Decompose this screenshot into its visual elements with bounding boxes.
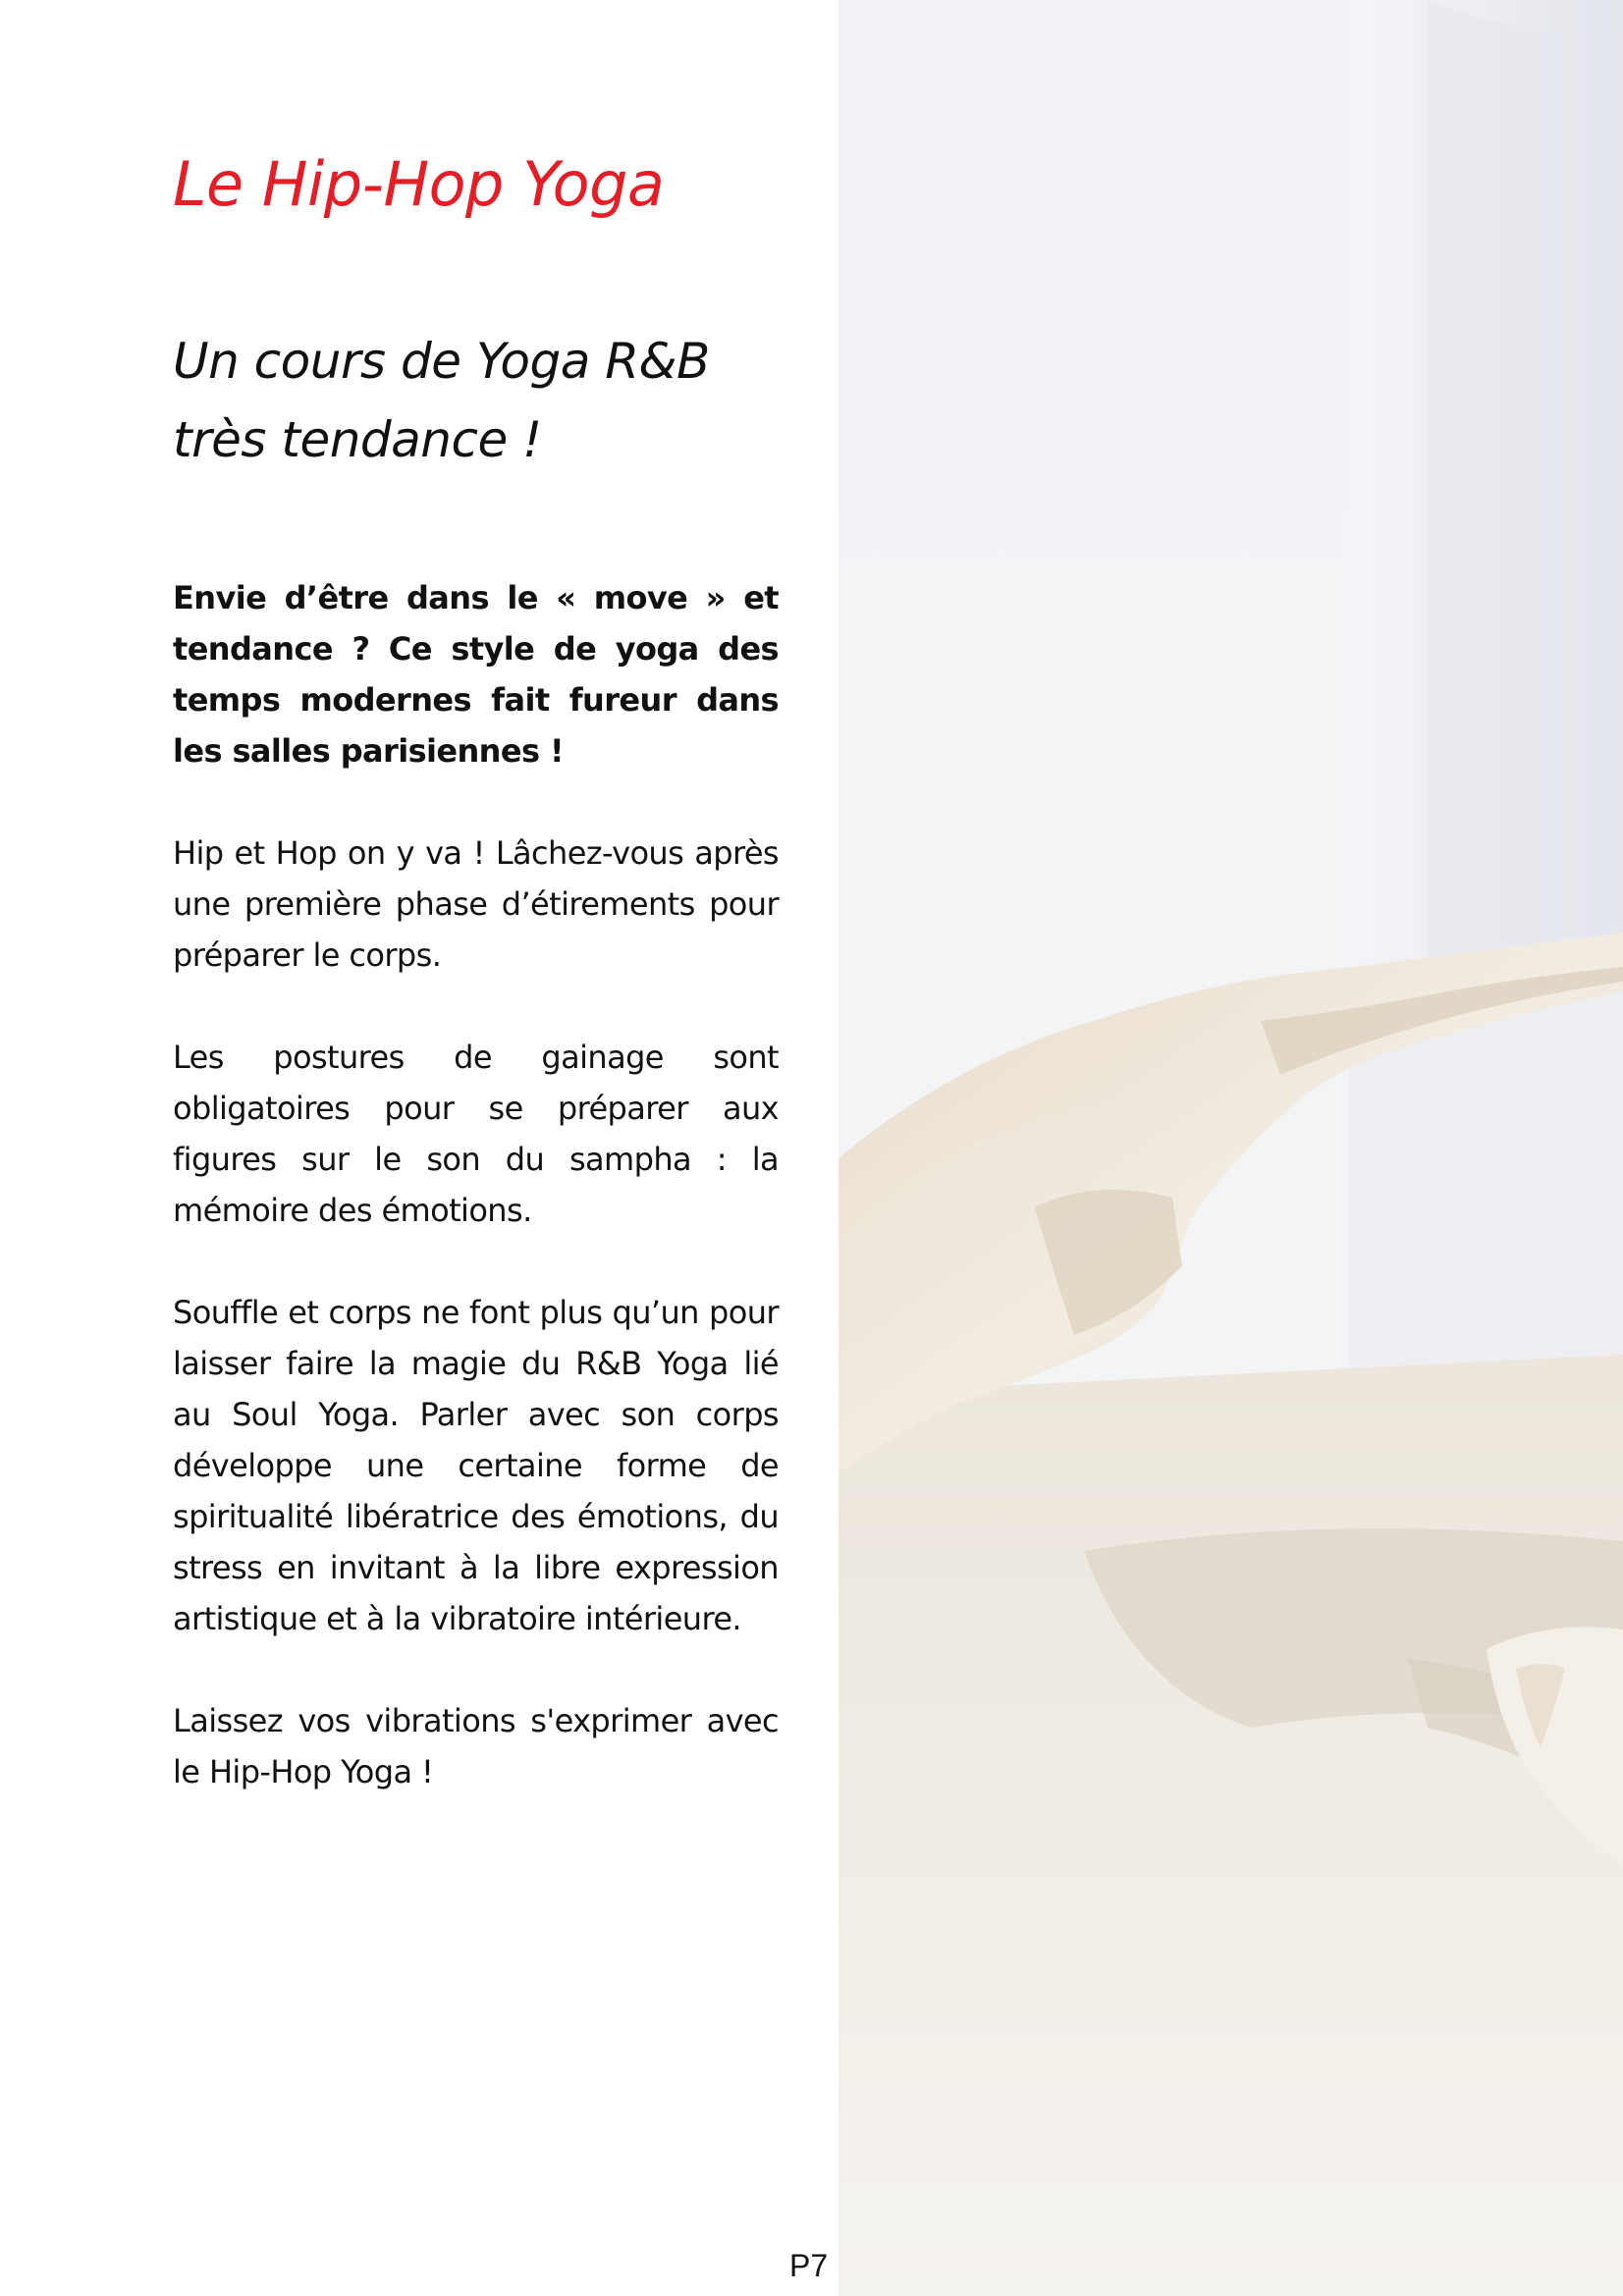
page-number: P7 <box>789 2248 829 2283</box>
article-body <box>173 572 779 1848</box>
body-paragraph: Souffle et corps ne font plus qu’un pour laisser faire la magie du R&B Yoga lié au Soul Yoga. Parler avec son corps développe une certaine forme de spiritualité libératrice des émotions, du stress en invitant à la libre expression artistique et à la vibratoire intérieure. <box>173 1294 779 1637</box>
article-column <box>173 0 779 2296</box>
subtitle: Un cours de Yoga R&B très tendance ! <box>173 333 710 468</box>
body-paragraph: Hip et Hop on y va ! Lâchez-vous après une première phase d’étirements pour préparer le corps. <box>173 834 779 974</box>
yoga-fabric-photo <box>839 0 1623 2296</box>
lead-paragraph: Envie d’être dans le « move » et tendance ? Ce style de yoga des temps modernes fait fureur dans les salles parisiennes ! <box>173 579 779 770</box>
page-title: Le Hip-Hop Yoga <box>173 148 665 220</box>
body-paragraph: Laissez vos vibrations s'exprimer avec le Hip-Hop Yoga ! <box>173 1702 779 1790</box>
photo-illustration <box>839 0 1623 2296</box>
body-paragraph: Les postures de gainage sont obligatoires pour se préparer aux figures sur le son du sampha : la mémoire des émotions. <box>173 1039 779 1229</box>
